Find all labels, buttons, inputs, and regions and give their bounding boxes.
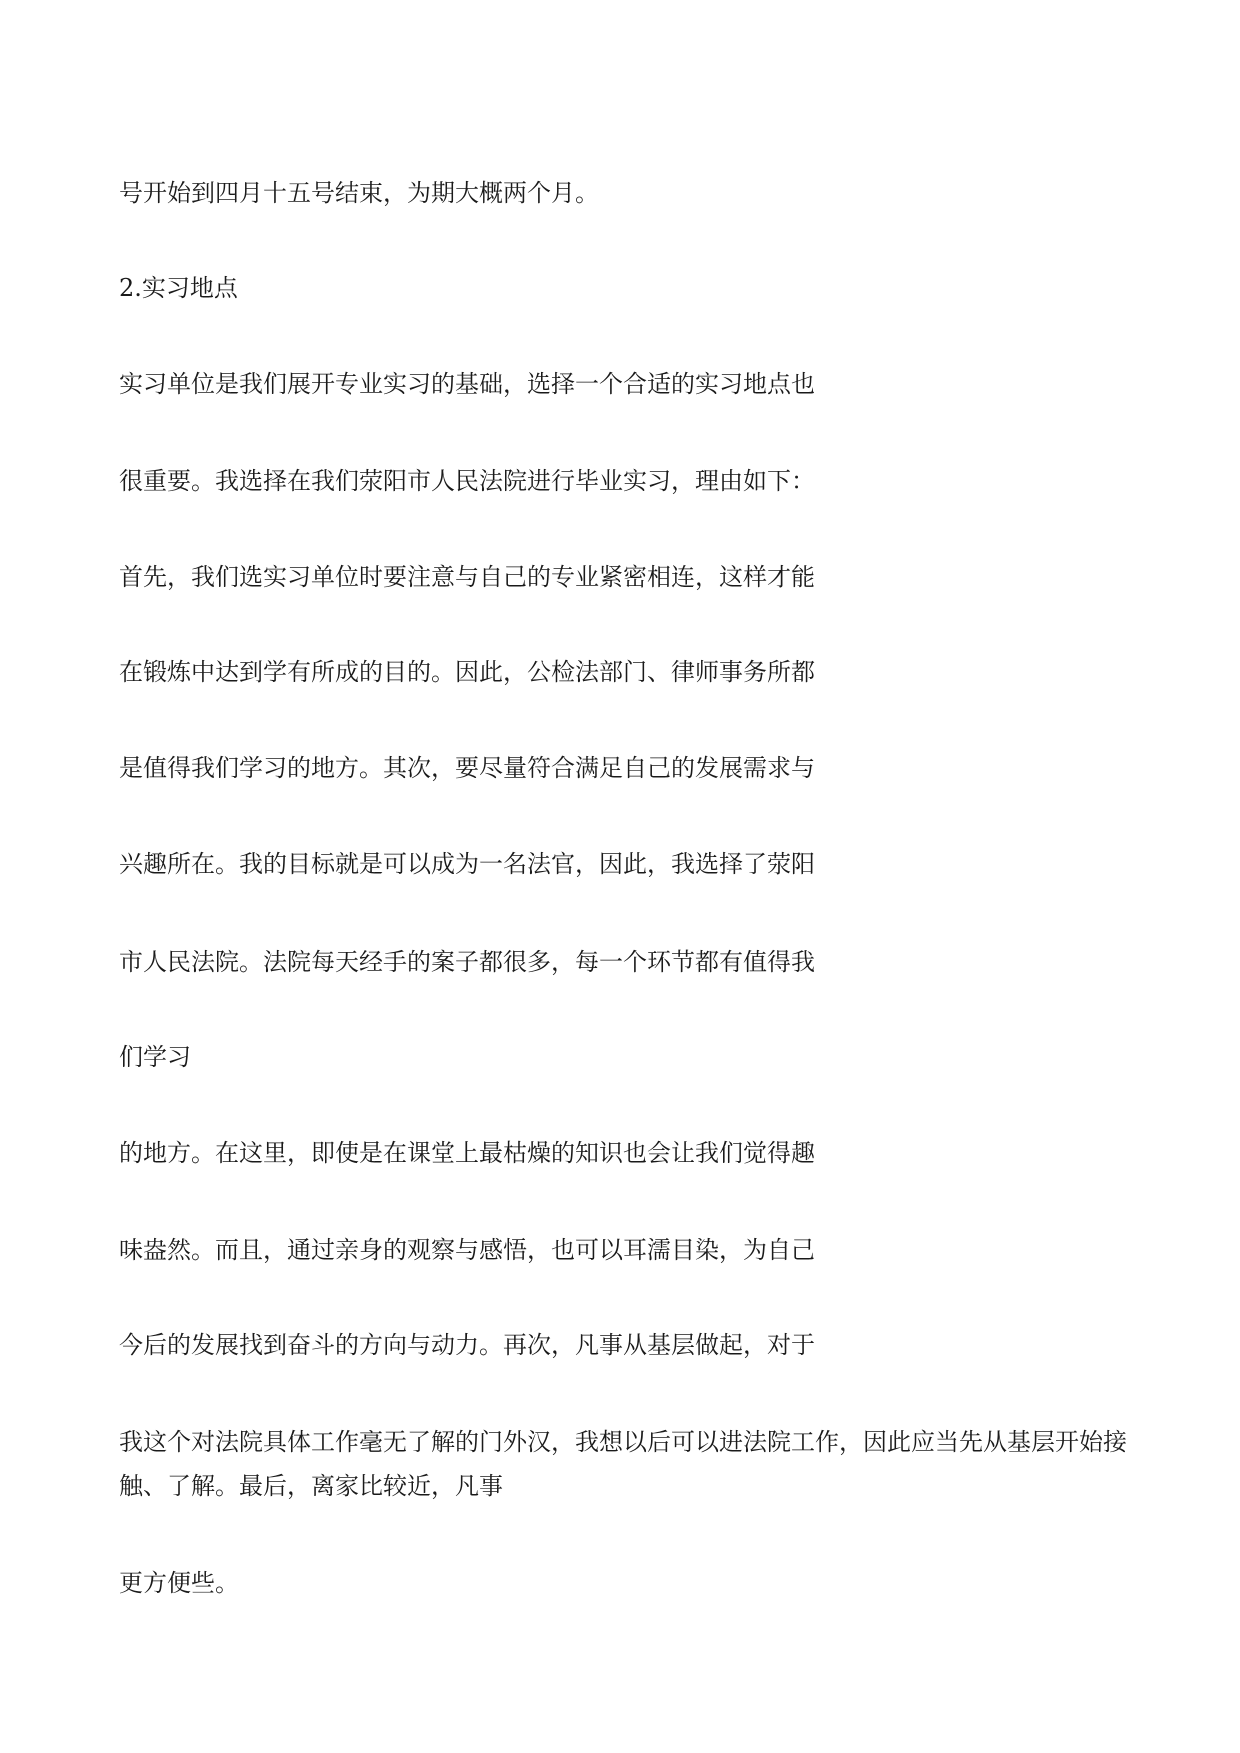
paragraph-line: 实习单位是我们展开专业实习的基础，选择一个合适的实习地点也: [119, 370, 815, 398]
paragraph-line: 市人民法院。法院每天经手的案子都很多，每一个环节都有值得我: [119, 948, 815, 976]
paragraph-line: 们学习: [119, 1043, 191, 1071]
paragraph-line-wrapped: 我这个对法院具体工作毫无了解的门外汉，我想以后可以进法院工作，因此应当先从基层开始接触、了解。最后，离家比较近，凡事: [119, 1428, 1127, 1500]
paragraph-line: 兴趣所在。我的目标就是可以成为一名法官，因此，我选择了荥阳: [119, 850, 815, 878]
paragraph-line: 的地方。在这里，即使是在课堂上最枯燥的知识也会让我们觉得趣: [119, 1139, 815, 1167]
paragraph-line: 更方便些。: [119, 1569, 239, 1597]
paragraph-line: 是值得我们学习的地方。其次，要尽量符合满足自己的发展需求与: [119, 754, 815, 782]
paragraph-line: 在锻炼中达到学有所成的目的。因此，公检法部门、律师事务所都: [119, 658, 815, 686]
paragraph-line: 首先，我们选实习单位时要注意与自己的专业紧密相连，这样才能: [119, 563, 815, 591]
paragraph-line: 号开始到四月十五号结束，为期大概两个月。: [119, 179, 599, 207]
paragraph-line: 味盎然。而且，通过亲身的观察与感悟，也可以耳濡目染，为自己: [119, 1236, 815, 1264]
paragraph-line: 很重要。我选择在我们荥阳市人民法院进行毕业实习，理由如下：: [119, 467, 815, 495]
paragraph-line: 今后的发展找到奋斗的方向与动力。再次，凡事从基层做起，对于: [119, 1331, 815, 1359]
section-heading: 2.实习地点: [119, 274, 238, 302]
